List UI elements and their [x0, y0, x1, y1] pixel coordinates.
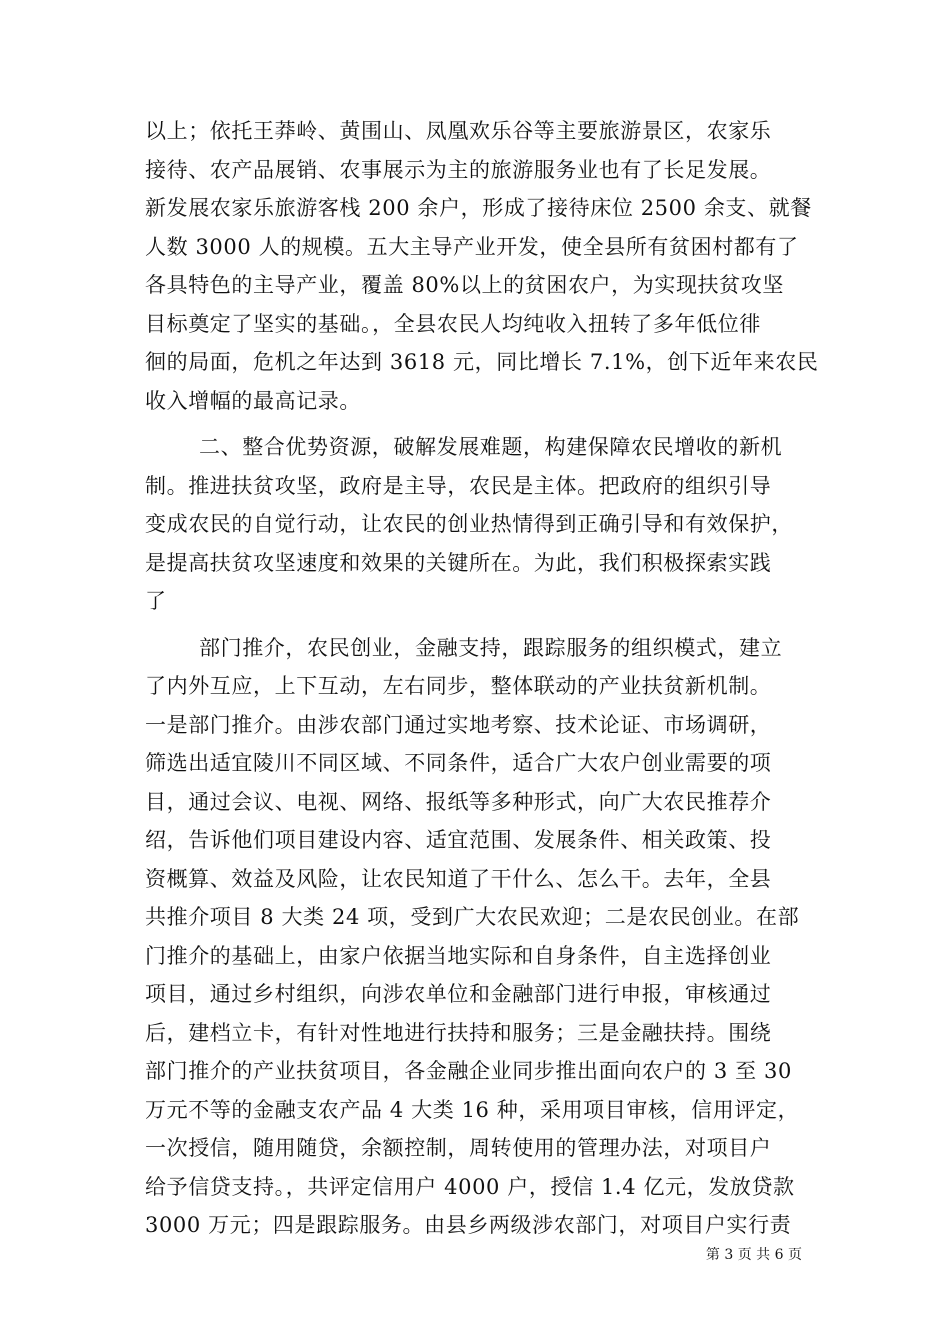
text-line: 共推介项目 8 大类 24 项，受到广大农民欢迎；二是农民创业。在部	[145, 905, 800, 929]
text-line: 目标奠定了坚实的基础。，全县农民人均纯收入扭转了多年低位徘	[145, 311, 761, 336]
text-line: 部门推介的产业扶贫项目，各金融企业同步推出面向农户的 3 至 30	[145, 1059, 792, 1083]
document-body	[145, 112, 819, 1245]
text-line: 收入增幅的最高记录。	[145, 388, 361, 413]
text-line: 变成农民的自觉行动，让农民的创业热情得到正确引导和有效保护，	[145, 512, 793, 536]
text-line: 资概算、效益及风险，让农民知道了干什么、怎么干。去年，全县	[145, 866, 772, 891]
text-line: 筛选出适宜陵川不同区域、不同条件，适合广大农户创业需要的项	[145, 751, 772, 775]
text-line: 新发展农家乐旅游客栈 200 余户，形成了接待床位 2500 余支、就餐	[145, 196, 812, 220]
text-line: 徊的局面，危机之年达到 3618 元，同比增长 7.1%，创下近年来农民	[145, 350, 819, 374]
text-line: 一次授信，随用随贷，余额控制，周转使用的管理办法，对项目户	[145, 1136, 772, 1160]
text-line: 了内外互应，上下互动，左右同步，整体联动的产业扶贫新机制。	[145, 674, 772, 698]
text-line: 项目，通过乡村组织，向涉农单位和金融部门进行申报，审核通过	[145, 982, 772, 1006]
text-line: 一是部门推介。由涉农部门通过实地考察、技术论证、市场调研，	[145, 712, 772, 737]
text-line: 目，通过会议、电视、网络、报纸等多种形式，向广大农民推荐介	[145, 789, 772, 814]
text-line: 门推介的基础上，由家户依据当地实际和自身条件，自主选择创业	[145, 943, 772, 968]
text-line: 了	[145, 589, 167, 613]
text-line: 给予信贷支持。，共评定信用户 4000 户，授信 1.4 亿元，发放贷款	[145, 1174, 795, 1199]
text-line: 3000 万元；四是跟踪服务。由县乡两级涉农部门，对项目户实行责	[145, 1213, 792, 1237]
text-line: 制。推进扶贫攻坚，政府是主导，农民是主体。把政府的组织引导	[145, 473, 772, 498]
page-number-footer: 第 3 页 共 6 页	[705, 1247, 802, 1263]
text-line: 人数 3000 人的规模。五大主导产业开发，使全县所有贫困村都有了	[145, 234, 799, 259]
text-line: 二、整合优势资源，破解发展难题，构建保障农民增收的新机	[199, 435, 783, 459]
text-line: 绍，告诉他们项目建设内容、适宜范围、发展条件、相关政策、投	[145, 828, 772, 852]
text-line: 接待、农产品展销、农事展示为主的旅游服务业也有了长足发展。	[145, 157, 772, 182]
text-line: 后，建档立卡，有针对性地进行扶持和服务；三是金融扶持。围绕	[145, 1020, 772, 1045]
text-line: 万元不等的金融支农产品 4 大类 16 种，采用项目审核，信用评定，	[145, 1097, 800, 1122]
text-line: 是提高扶贫攻坚速度和效果的关键所在。为此，我们积极探索实践	[145, 550, 772, 575]
text-line: 以上；依托王莽岭、黄围山、凤凰欢乐谷等主要旅游景区，农家乐	[145, 119, 772, 143]
text-line: 部门推介，农民创业，金融支持，跟踪服务的组织模式，建立	[199, 635, 783, 660]
text-line: 各具特色的主导产业，覆盖 80%以上的贫困农户，为实现扶贫攻坚	[145, 273, 784, 297]
